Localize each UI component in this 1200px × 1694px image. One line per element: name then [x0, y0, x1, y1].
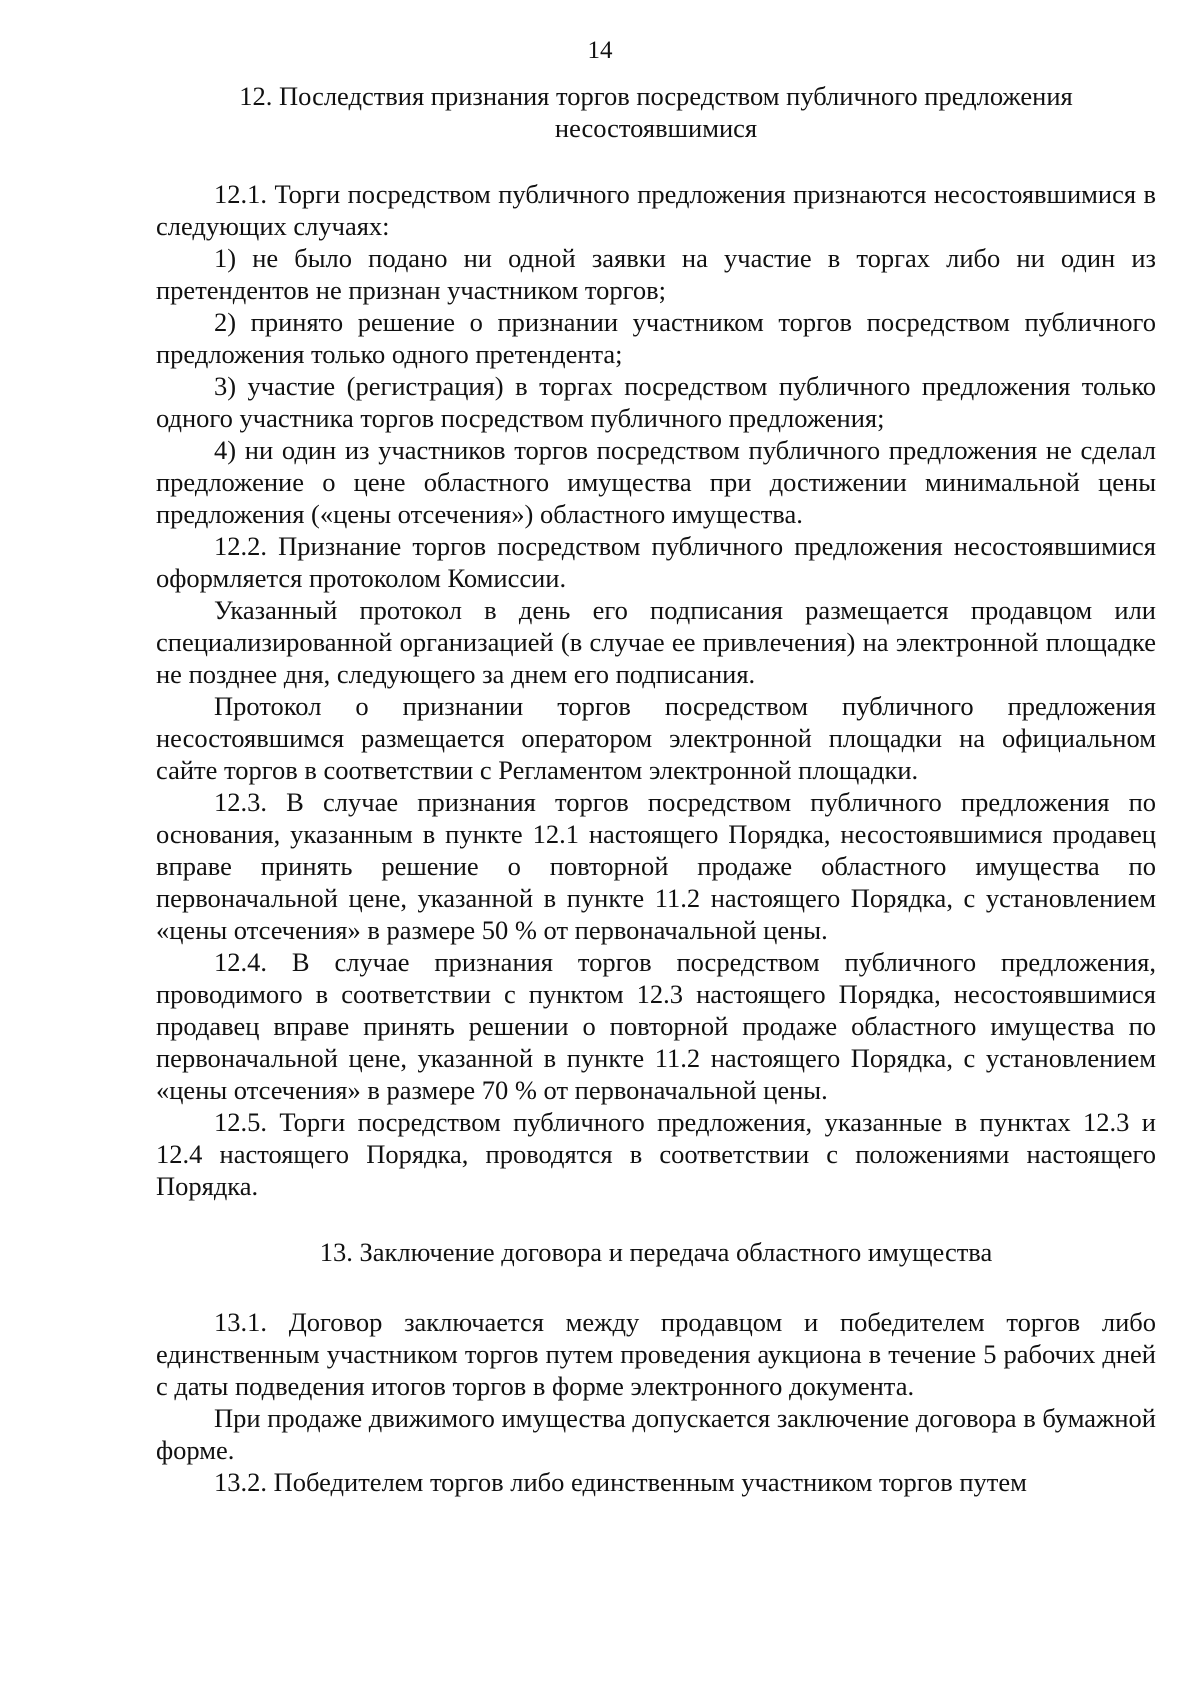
paragraph-13-1: 13.1. Договор заключается между продавцом и победителем торгов либо единственным участником торгов путем проведения аукциона в течение 5 рабочих дней с даты подведения итогов торгов в форме электронного документа.: [156, 1307, 1156, 1401]
document-body: [156, 80, 1156, 1498]
paragraph-12-1-item-1: 1) не было подано ни одной заявки на участие в торгах либо ни один из претендентов не признан участником торгов;: [156, 243, 1156, 305]
paragraph-12-2-protocol-publication: Протокол о признании торгов посредством публичного предложения несостоявшимся размещается оператором электронной площадки на официальном сайте торгов в соответствии с Регламентом электронной площадки.: [156, 691, 1156, 785]
paragraph-12-1-item-3: 3) участие (регистрация) в торгах посредством публичного предложения только одного участника торгов посредством публичного предложения;: [156, 371, 1156, 433]
paragraph-12-5: 12.5. Торги посредством публичного предложения, указанные в пунктах 12.3 и 12.4 настоящего Порядка, проводятся в соответствии с положениями настоящего Порядка.: [156, 1107, 1156, 1201]
paragraph-13-1-paper-form: При продаже движимого имущества допускается заключение договора в бумажной форме.: [156, 1403, 1156, 1465]
paragraph-12-2-protocol-placement: Указанный протокол в день его подписания размещается продавцом или специализированной организацией (в случае ее привлечения) на электронной площадке не позднее дня, следующего за днем его подписания.: [156, 595, 1156, 689]
paragraph-12-4: 12.4. В случае признания торгов посредством публичного предложения, проводимого в соответствии с пунктом 12.3 настоящего Порядка, несостоявшимися продавец вправе принять решении о повторной продаже областного имущества по первоначальной цене, указанной в пункте 11.2 настоящего Порядка, с установлением «цены отсечения» в размере 70 % от первоначальной цены.: [156, 947, 1156, 1105]
paragraph-12-1-item-4: 4) ни один из участников торгов посредством публичного предложения не сделал предложение о цене областного имущества при достижении минимальной цены предложения («цены отсечения») областного имущества.: [156, 435, 1156, 529]
paragraph-12-2: 12.2. Признание торгов посредством публичного предложения несостоявшимися оформляется протоколом Комиссии.: [156, 531, 1156, 593]
paragraph-13-2: 13.2. Победителем торгов либо единственным участником торгов путем: [214, 1467, 1027, 1497]
paragraph-12-1: 12.1. Торги посредством публичного предложения признаются несостоявшимися в следующих случаях:: [156, 179, 1156, 241]
paragraph-12-1-item-2: 2) принято решение о признании участником торгов посредством публичного предложения только одного претендента;: [156, 307, 1156, 369]
section-12-heading: [156, 80, 1156, 144]
section-12-heading-line-1: 12. Последствия признания торгов посредством публичного предложения: [239, 81, 1073, 111]
paragraph-12-3: 12.3. В случае признания торгов посредством публичного предложения по основания, указанным в пункте 12.1 настоящего Порядка, несостоявшимися продавец вправе принять решение о повторной продаже областного имущества по первоначальной цене, указанной в пункте 11.2 настоящего Порядка, с установлением «цены отсечения» в размере 50 % от первоначальной цены.: [156, 787, 1156, 945]
section-12-heading-line-2: несостоявшимися: [554, 113, 758, 143]
page-number: 14: [587, 37, 613, 64]
section-13-heading: 13. Заключение договора и передача областного имущества: [319, 1237, 993, 1267]
